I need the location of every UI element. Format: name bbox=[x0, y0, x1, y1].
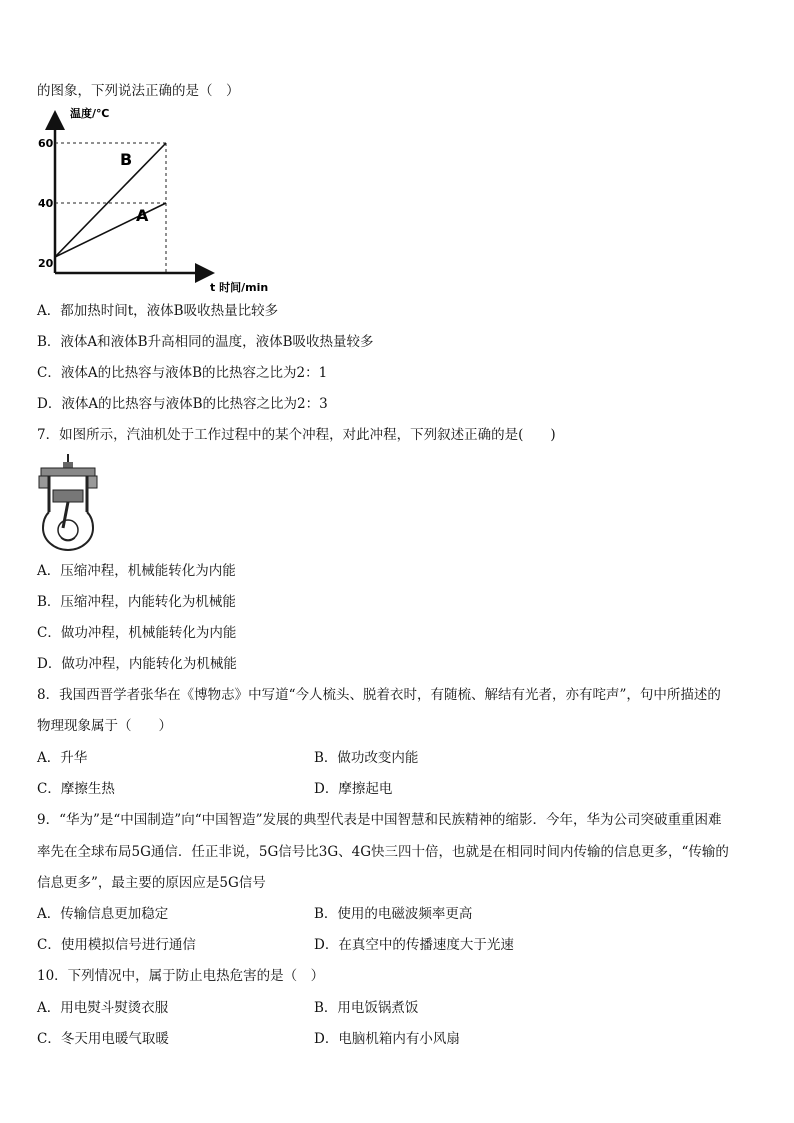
series-label-b: B bbox=[120, 150, 133, 169]
series-line-a bbox=[55, 203, 166, 257]
q10-stem: 10．下列情况中，属于防止电热危害的是（ ） bbox=[37, 968, 325, 984]
q9-option-c: C．使用模拟信号进行通信 bbox=[37, 937, 196, 953]
connecting-rod bbox=[63, 502, 68, 528]
q9-option-b: B．使用的电磁波频率更高 bbox=[314, 906, 473, 922]
q8-option-c: C．摩擦生热 bbox=[37, 781, 115, 797]
q10-option-c: C．冬天用电暖气取暖 bbox=[37, 1031, 169, 1047]
q6-stem-tail: 的图象，下列说法正确的是（ ） bbox=[37, 83, 240, 99]
q7-option-c: C．做功冲程，机械能转化为内能 bbox=[37, 625, 237, 641]
x-axis-label: t 时间/min bbox=[210, 281, 269, 294]
q7-stem: 7．如图所示，汽油机处于工作过程中的某个冲程，对此冲程，下列叙述正确的是( ) bbox=[37, 427, 556, 443]
piston bbox=[53, 490, 83, 502]
temperature-time-chart bbox=[30, 105, 269, 295]
q10-option-d: D．电脑机箱内有小风扇 bbox=[314, 1031, 460, 1047]
cylinder-head bbox=[41, 468, 95, 476]
q9-stem-line2: 率先在全球布局5G通信．任正非说，5G信号比3G、4G快三四十倍，也就是在相同时间内传输的信息更多，“传输的 bbox=[37, 844, 729, 860]
q8-option-d: D．摩擦起电 bbox=[314, 781, 393, 797]
q6-option-d: D．液体A的比热容与液体B的比热容之比为2：3 bbox=[37, 396, 328, 412]
series-line-b bbox=[55, 143, 166, 257]
q7-option-b: B．压缩冲程，内能转化为机械能 bbox=[37, 594, 236, 610]
y-tick-label: 40 bbox=[38, 197, 54, 210]
q7-option-d: D．做功冲程，内能转化为机械能 bbox=[37, 656, 237, 672]
y-tick-label: 20 bbox=[38, 257, 54, 270]
crankcase bbox=[43, 512, 93, 550]
q8-stem-line2: 物理现象属于（ ） bbox=[37, 718, 172, 734]
y-axis-label: 温度/℃ bbox=[70, 107, 110, 120]
q9-option-d: D．在真空中的传播速度大于光速 bbox=[314, 937, 514, 953]
q7-option-a: A．压缩冲程，机械能转化为内能 bbox=[37, 563, 236, 579]
q6-option-c: C．液体A的比热容与液体B的比热容之比为2：1 bbox=[37, 365, 328, 381]
q10-option-b: B．用电饭锅煮饭 bbox=[314, 1000, 419, 1016]
y-tick-label: 60 bbox=[38, 137, 54, 150]
series-label-a: A bbox=[136, 206, 149, 225]
q8-option-b: B．做功改变内能 bbox=[314, 750, 419, 766]
q8-stem-line1: 8．我国西晋学者张华在《博物志》中写道“今人梳头、脱着衣时，有随梳、解结有光者，亦有咤声”，句中所描述的 bbox=[37, 687, 721, 703]
q9-stem-line1: 9．“华为”是“中国制造”向“中国智造”发展的典型代表是中国智慧和民族精神的缩影．今年，华为公司突破重重困难 bbox=[37, 812, 722, 828]
q6-option-a: A．都加热时间t，液体B吸收热量比较多 bbox=[37, 303, 279, 319]
q9-option-a: A．传输信息更加稳定 bbox=[37, 906, 169, 922]
q8-option-a: A．升华 bbox=[37, 750, 88, 766]
q9-stem-line3: 信息更多”，最主要的原因应是5G信号 bbox=[37, 875, 266, 891]
gasoline-engine-figure bbox=[37, 452, 99, 552]
q6-option-b: B．液体A和液体B升高相同的温度，液体B吸收热量较多 bbox=[37, 334, 374, 350]
q10-option-a: A．用电熨斗熨烫衣服 bbox=[37, 1000, 169, 1016]
